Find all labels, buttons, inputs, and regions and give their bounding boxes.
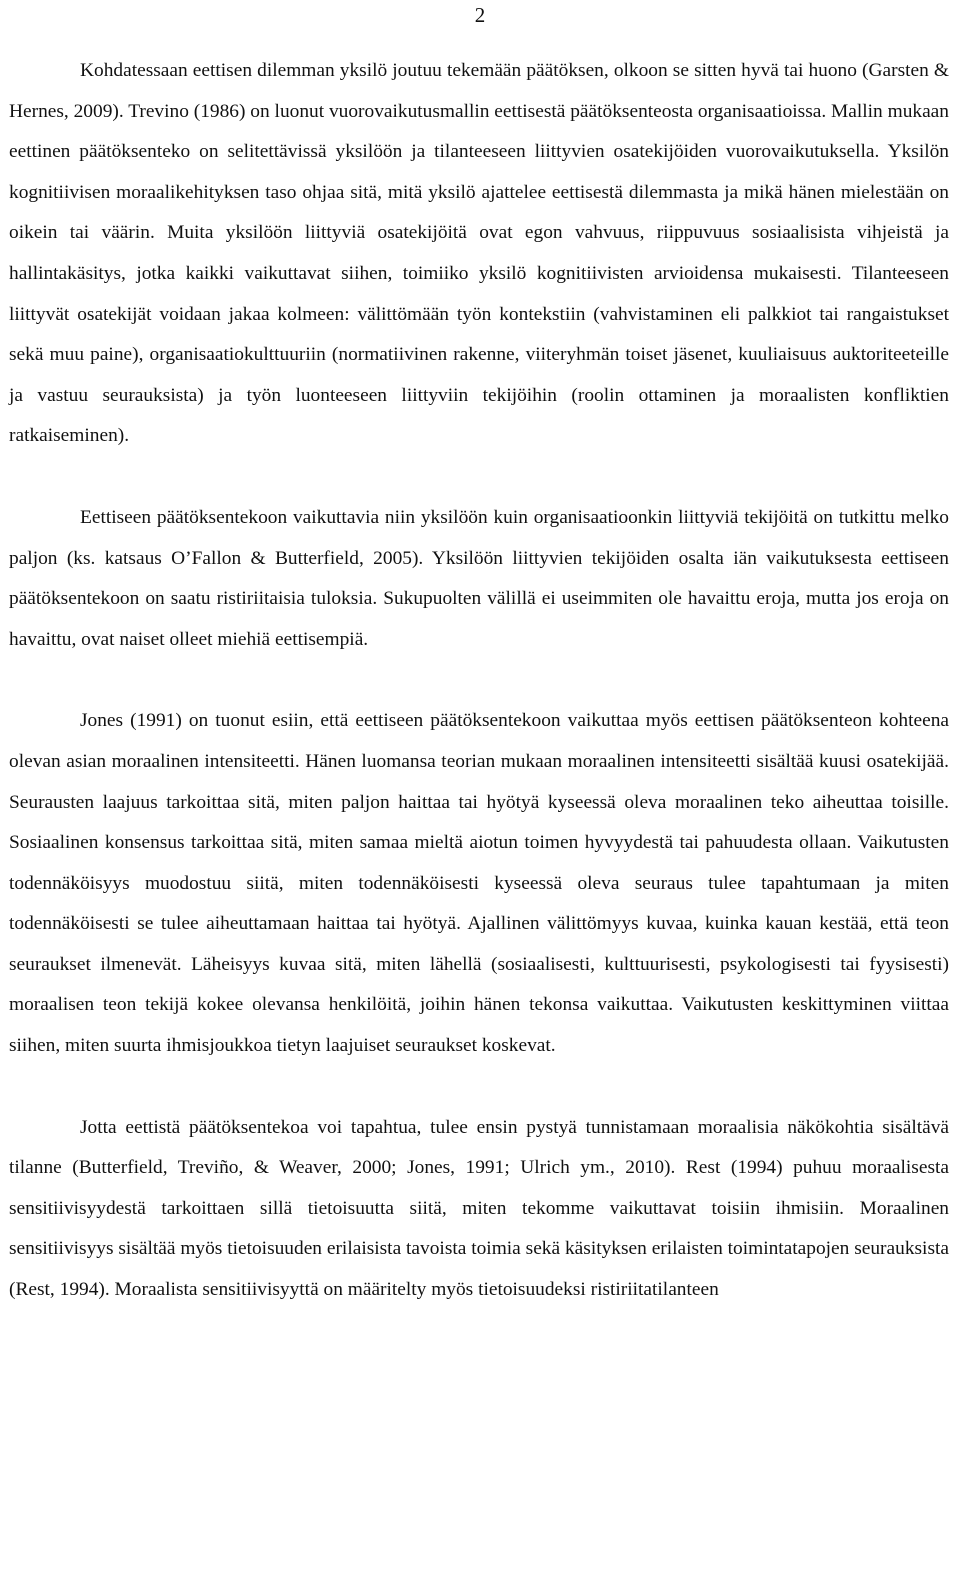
document-body (9, 51, 949, 1311)
page-number: 2 (474, 3, 486, 27)
paragraph-1: Kohdatessaan eettisen dilemman yksilö joutuu tekemään päätöksen, olkoon se sitten hyvä tai huono (Garsten & Hernes, 2009). Trevino (1986) on luonut vuorovaikutusmallin eettisestä päätöksenteosta organisaatioissa. Mallin mukaan eettinen päätöksenteko on selitettävissä yksilöön ja tilanteeseen liittyvien osatekijöiden vuorovaikutuksella. Yksilön kognitiivisen moraalikehityksen taso ohjaa sitä, mitä yksilö ajattelee eettisestä dilemmasta ja mikä hänen mielestään on oikein tai väärin. Muita yksilöön liittyviä osatekijöitä ovat egon vahvuus, riippuvuus sosiaalisista vihjeistä ja hallintakäsitys, jotka kaikki vaikuttavat siihen, toimiiko yksilö kognitiivisten arvioidensa mukaisesti. Tilanteeseen liittyvät osatekijät voidaan jakaa kolmeen: välittömään työn kontekstiin (vahvistaminen eli palkkiot tai rangaistukset sekä muu paine), organisaatiokulttuuriin (normatiivinen rakenne, viiteryhmän toiset jäsenet, kuuliaisuus auktoriteeteille ja vastuu seurauksista) ja työn luonteeseen liittyviin tekijöihin (roolin ottaminen ja moraalisten konfliktien ratkaiseminen). (9, 60, 949, 447)
paragraph-2: Eettiseen päätöksentekoon vaikuttavia niin yksilöön kuin organisaatioonkin liittyviä tekijöitä on tutkittu melko paljon (ks. katsaus O’Fallon & Butterfield, 2005). Yksilöön liittyvien tekijöiden osalta iän vaikutuksesta eettiseen päätöksentekoon on saatu ristiriitaisia tuloksia. Sukupuolten välillä ei useimmiten ole havaittu eroja, mutta jos eroja on havaittu, ovat naiset olleet miehiä eettisempiä. (9, 506, 949, 650)
paragraph-3: Jones (1991) on tuonut esiin, että eettiseen päätöksentekoon vaikuttaa myös eettisen päätöksenteon kohteena olevan asian moraalinen intensiteetti. Hänen luomansa teorian mukaan moraalinen intensiteetti sisältää kuusi osatekijää. Seurausten laajuus tarkoittaa sitä, miten paljon haittaa tai hyötyä kyseessä oleva moraalinen teko aiheuttaa toisille. Sosiaalinen konsensus tarkoittaa sitä, miten samaa mieltä aiotun toimen hyvyydestä tai pahuudesta ollaan. Vaikutusten todennäköisyys muodostuu siitä, miten todennäköisesti kyseessä oleva seuraus tulee tapahtumaan ja miten todennäköisesti se tulee aiheuttamaan haittaa tai hyötyä. Ajallinen välittömyys kuvaa, kuinka kauan kestää, että teon seuraukset ilmenevät. Läheisyys kuvaa sitä, miten lähellä (sosiaalisesti, kulttuurisesti, psykologisesti tai fyysisesti) moraalisen teon tekijä kokee olevansa henkilöitä, joihin hänen tekonsa vaikuttaa. Vaikutusten keskittyminen viittaa siihen, miten suurta ihmisjoukkoa tietyn laajuiset seuraukset koskevat. (9, 710, 949, 1057)
paragraph-4: Jotta eettistä päätöksentekoa voi tapahtua, tulee ensin pystyä tunnistamaan moraalisia näkökohtia sisältävä tilanne (Butterfield, Treviño, & Weaver, 2000; Jones, 1991; Ulrich ym., 2010). Rest (1994) puhuu moraalisesta sensitiivisyydestä tarkoittaen sillä tietoisuutta siitä, miten tekomme vaikuttavat toisiin ihmisiin. Moraalinen sensitiivisyys sisältää myös tietoisuuden erilaisista tavoista toimia sekä käsityksen erilaisten toimintatapojen seurauksista (Rest, 1994). Moraalista sensitiivisyyttä on määritelty myös tietoisuudeksi ristiriitatilanteen (9, 1116, 949, 1301)
